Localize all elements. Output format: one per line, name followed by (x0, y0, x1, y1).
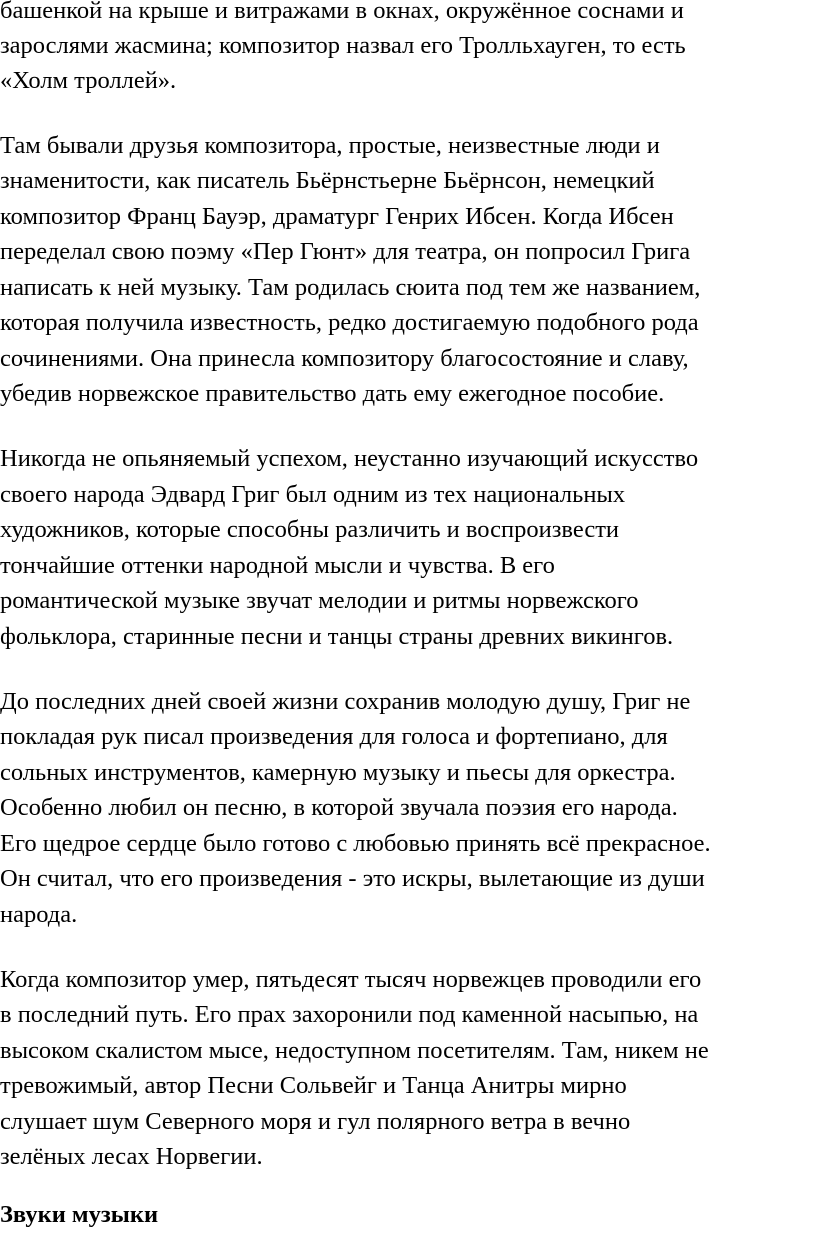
paragraph-2-line-4: переделал свою поэму «Пер Гюнт» для театра, он попросил Грига (0, 238, 691, 265)
paragraph-3-line-1: Никогда не опьяняемый успехом, неустанно изучающий искусство (0, 445, 699, 472)
paragraph-3-line-3: художников, которые способны различить и воспроизвести (0, 516, 620, 543)
paragraph-5-line-6: зелёных лесах Норвегии. (0, 1143, 263, 1170)
paragraph-2-line-3: композитор Франц Бауэр, драматург Генрих Ибсен. Когда Ибсен (0, 203, 674, 230)
paragraph-3-line-2: своего народа Эдвард Григ был одним из тех национальных (0, 481, 626, 508)
paragraph-2-line-5: написать к ней музыку. Там родилась сюита под тем же названием, (0, 274, 701, 301)
paragraph-3-line-6: фольклора, старинные песни и танцы страны древних викингов. (0, 623, 674, 650)
paragraph-5-line-1: Когда композитор умер, пятьдесят тысяч норвежцев проводили его (0, 966, 702, 993)
paragraph-5-line-3: высоком скалистом мысе, недоступном посетителям. Там, никем не (0, 1037, 709, 1064)
paragraph-3-line-4: тончайшие оттенки народной мысли и чувства. В его (0, 552, 555, 579)
paragraph-4-line-5: Его щедрое сердце было готово с любовью принять всё прекрасное. (0, 830, 711, 857)
paragraph-2-line-1: Там бывали друзья композитора, простые, неизвестные люди и (0, 132, 660, 159)
paragraph-5-line-2: в последний путь. Его прах захоронили под каменной насыпью, на (0, 1001, 699, 1028)
paragraph-3-line-5: романтической музыке звучат мелодии и ритмы норвежского (0, 587, 639, 614)
paragraph-4-line-1: До последних дней своей жизни сохранив молодую душу, Григ не (0, 688, 691, 715)
paragraph-4-line-3: сольных инструментов, камерную музыку и пьесы для оркестра. (0, 759, 676, 786)
paragraph-4-line-6: Он считал, что его произведения - это искры, вылетающие из души (0, 865, 705, 892)
paragraph-2-line-6: которая получила известность, редко достигаемую подобного рода (0, 309, 699, 336)
paragraph-4-line-4: Особенно любил он песню, в которой звучала поэзия его народа. (0, 794, 678, 821)
paragraph-1-line-3: «Холм троллей». (0, 67, 177, 94)
paragraph-2-line-2: знаменитости, как писатель Бьёрнстьерне Бьёрнсон, немецкий (0, 167, 655, 194)
paragraph-5-line-5: слушает шум Северного моря и гул полярного ветра в вечно (0, 1108, 631, 1135)
paragraph-1-line-2: зарослями жасмина; композитор назвал его Тролльхауген, то есть (0, 32, 686, 59)
paragraph-5-line-4: тревожимый, автор Песни Сольвейг и Танца Анитры мирно (0, 1072, 627, 1099)
section-heading: Звуки музыки (0, 1201, 159, 1228)
paragraph-4-line-7: народа. (0, 901, 78, 928)
paragraph-2-line-8: убедив норвежское правительство дать ему ежегодное пособие. (0, 380, 665, 407)
paragraph-1-line-1: башенкой на крыше и витражами в окнах, окружённое соснами и (0, 0, 684, 24)
paragraph-4-line-2: покладая рук писал произведения для голоса и фортепиано, для (0, 723, 668, 750)
paragraph-2-line-7: сочинениями. Она принесла композитору благосостояние и славу, (0, 345, 689, 372)
